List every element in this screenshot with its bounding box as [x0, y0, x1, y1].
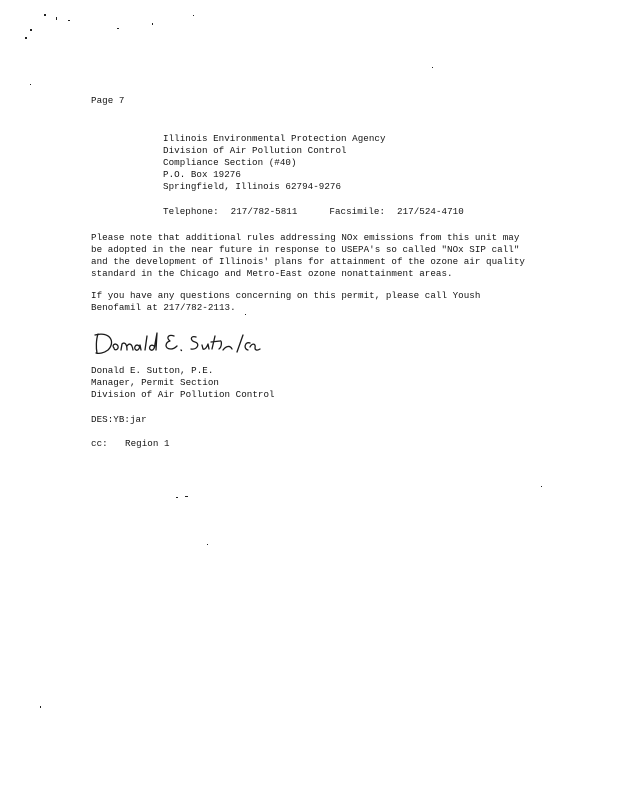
paragraph-line: Benofamil at 217/782-2113. — [91, 302, 236, 313]
paragraph-questions — [91, 290, 480, 314]
address-block — [163, 133, 386, 193]
signer-title: Manager, Permit Section — [91, 377, 219, 388]
cc-recipient: Region 1 — [125, 438, 170, 449]
cc-label: cc: — [91, 438, 108, 449]
scan-speck — [25, 37, 27, 39]
address-line-pobox: P.O. Box 19276 — [163, 169, 241, 180]
facsimile-label: Facsimile: — [329, 206, 386, 217]
paragraph-line: standard in the Chicago and Metro-East ozone nonattainment areas. — [91, 268, 453, 279]
reference-initials: DES:YB:jar — [91, 414, 147, 425]
scan-speck — [30, 84, 31, 85]
telephone-value: 217/782-5811 — [230, 206, 298, 217]
scan-speck — [68, 20, 70, 21]
paragraph-line: If you have any questions concerning on this permit, please call Yoush — [91, 290, 481, 301]
telephone-label: Telephone: — [163, 206, 219, 217]
paragraph-nox-notice — [91, 232, 525, 280]
scan-speck — [185, 496, 188, 497]
facsimile-value: 217/524-4710 — [397, 206, 464, 217]
scan-speck — [193, 15, 194, 16]
scan-speck — [176, 497, 178, 498]
scan-speck — [541, 486, 542, 487]
scan-speck — [56, 17, 57, 20]
handwritten-signature — [92, 328, 262, 358]
paragraph-line: and the development of Illinois' plans for attainment of the ozone air quality — [91, 256, 525, 267]
scan-speck — [432, 67, 433, 68]
cc-line — [91, 438, 170, 450]
signer-division: Division of Air Pollution Control — [91, 389, 275, 400]
scan-speck — [40, 706, 41, 708]
scan-speck — [245, 314, 246, 315]
scan-speck — [117, 28, 119, 29]
scan-speck — [44, 14, 46, 16]
page-number: Page 7 — [91, 95, 125, 106]
address-line-division: Division of Air Pollution Control — [163, 145, 347, 156]
scan-speck — [207, 544, 208, 545]
address-line-city: Springfield, Illinois 62794-9276 — [163, 181, 342, 192]
address-line-section: Compliance Section (#40) — [163, 157, 297, 168]
paragraph-line: be adopted in the near future in response to USEPA's so called "NOx SIP call" — [91, 244, 520, 255]
scan-speck — [152, 23, 153, 25]
signer-name: Donald E. Sutton, P.E. — [91, 365, 214, 376]
signer-block — [91, 365, 275, 401]
paragraph-line: Please note that additional rules addressing NOx emissions from this unit may — [91, 232, 520, 243]
address-line-agency: Illinois Environmental Protection Agency — [163, 133, 386, 144]
contact-line — [163, 206, 464, 218]
scan-speck — [30, 29, 32, 31]
